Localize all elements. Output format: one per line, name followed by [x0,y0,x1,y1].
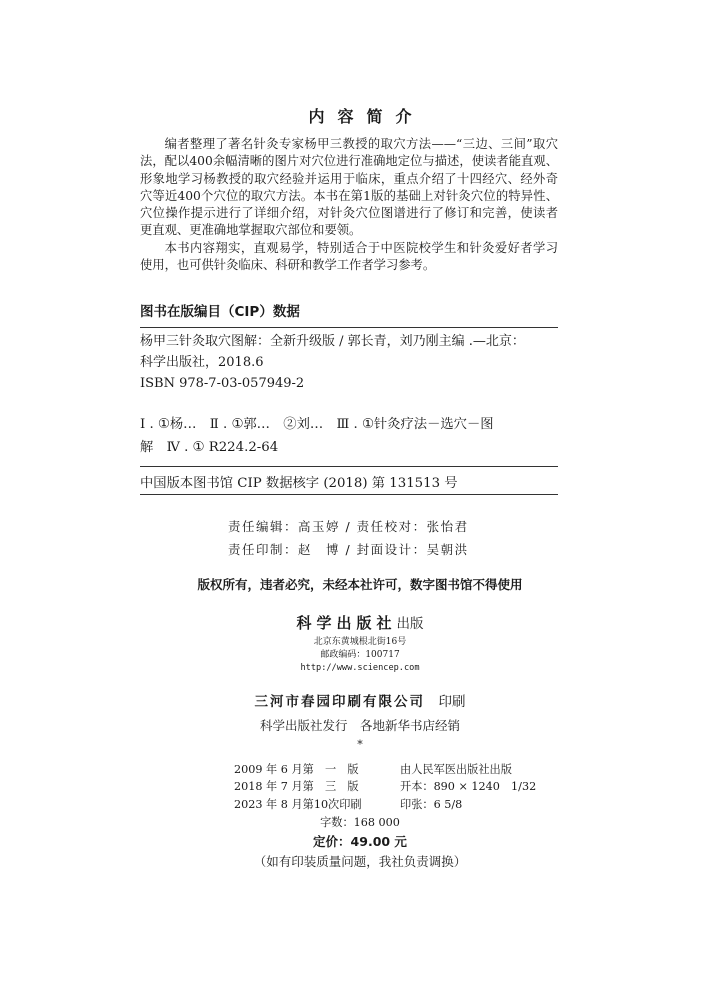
isbn: ISBN 978-7-03-057949-2 [140,376,305,391]
intro-body [140,136,558,274]
cip-classification [140,413,558,459]
cip-class-line-2: 解 Ⅳ . ① R224.2-64 [140,440,279,455]
cip-number: 中国版本图书馆 CIP 数据核字 (2018) 第 131513 号 [140,476,458,491]
edition-detail: 开本：890 × 1240 1/32 [400,780,537,794]
publisher-address-block [0,636,720,675]
edition-row [234,761,536,778]
printer-line [0,690,720,710]
publisher-postcode: 邮政编码：100717 [320,650,400,660]
divider [140,327,558,328]
editor-credits-row-1: 责任编辑：高玉婷 / 责任校对：张怡君 [228,519,469,534]
edition-detail: 印张：6 5/8 [400,797,463,811]
editor-credits-row-2: 责任印制：赵 博 / 封面设计：吴朝洪 [228,542,469,557]
publisher-url: http://www.sciencep.com [300,663,420,673]
edition-date: 2018 年 7 月第 三 版 [234,780,359,794]
publisher-address: 北京东黄城根北街16号 [313,637,407,647]
intro-paragraph-2: 本书内容翔实，直观易学，特别适合于中医院校学生和针灸爱好者学习使用，也可供针灸临床、科研和教学工作者学习参考。 [140,240,558,273]
quality-notice: （如有印装质量问题，我社负责调换） [253,854,467,869]
printer-name: 三河市春园印刷有限公司 [254,694,425,710]
divider [140,494,558,495]
printer-suffix: 印刷 [438,694,466,710]
edition-date: 2023 年 8 月第10次印刷 [234,797,362,811]
price: 定价：49.00 元 [313,834,407,849]
cip-book-line-1: 杨甲三针灸取穴图解：全新升级版 / 郭长青，刘乃刚主编 .—北京： [140,334,525,349]
publisher-name: 科学出版社 [296,614,397,632]
edition-date: 2009 年 6 月第 一 版 [234,763,359,776]
cip-heading: 图书在版编目（CIP）数据 [140,304,300,320]
publisher-line [0,612,720,633]
distributor-line: 科学出版社发行 各地新华书店经销 [259,718,460,733]
word-count: 字数：168 000 [320,816,400,829]
edition-detail: 由人民军医出版社出版 [400,763,512,776]
copyright-notice: 版权所有，违者必究，未经本社许可，数字图书馆不得使用 [197,577,523,592]
edition-row [234,778,536,795]
divider [140,466,558,467]
separator-asterisk: * [357,738,363,751]
publisher-suffix: 出版 [396,616,424,632]
cip-class-line-1: Ⅰ . ①杨… Ⅱ . ①郭… ②刘… Ⅲ . ①针灸疗法－选穴－图 [140,417,494,432]
edition-row [234,796,536,813]
intro-paragraph-1: 编者整理了著名针灸专家杨甲三教授的取穴方法——“三边、三间”取穴法，配以400余幅清晰的图片对穴位进行准确地定位与描述，使读者能直观、形象地学习杨教授的取穴经验并运用于临床，重点介绍了十四经穴、经外奇穴等近400个穴位的取穴方法。本书在第1版的基础上对针灸穴位的特异性、穴位操作提示进行了详细介绍，对针灸穴位图谱进行了修订和完善，使读者更直观、更准确地掌握取穴部位和要领。 [140,137,558,238]
intro-title: 内容简介 [308,107,425,126]
cip-book-line-2: 科学出版社，2018.6 [140,355,264,370]
editor-credits [228,515,469,561]
edition-info [234,761,536,813]
cip-book-info [140,331,558,394]
